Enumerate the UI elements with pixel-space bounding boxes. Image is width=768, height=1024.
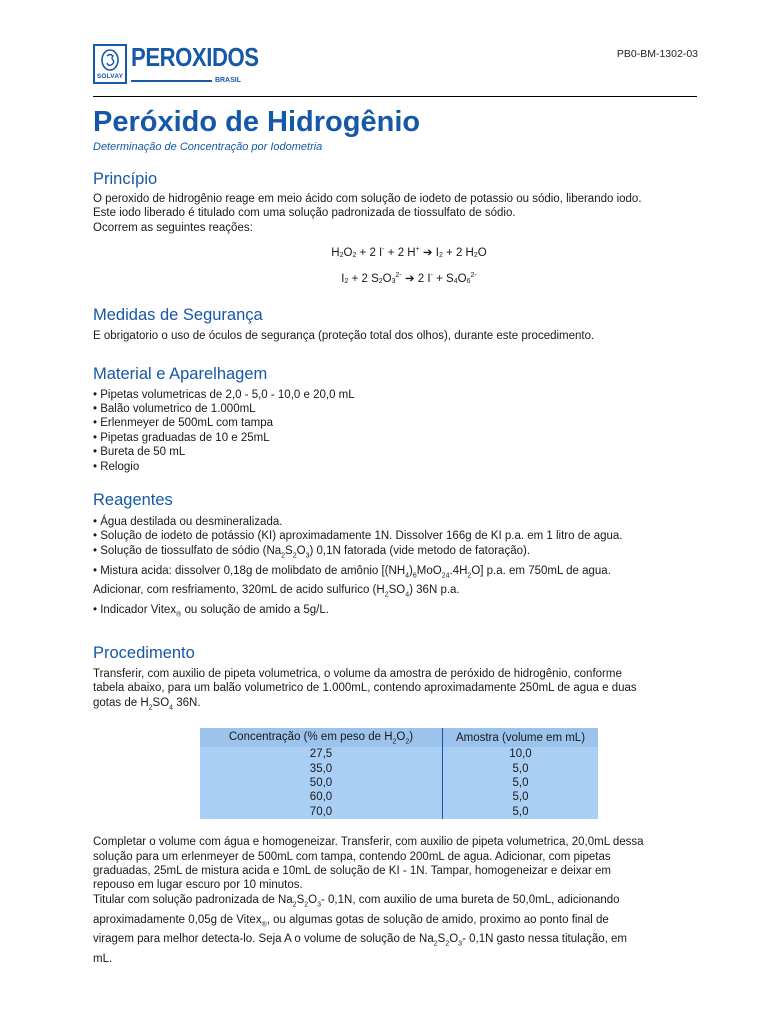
table-row: 35,0 5,0 [200,762,598,776]
solvay-lion-icon [98,48,122,72]
document-code: PB0-BM-1302-03 [616,48,698,60]
principio-line: Ocorrem as seguintes reações: [93,221,253,234]
list-item: • Indicador Vitex$_®$ ou solução de amido a 5g/L. [93,603,329,619]
table-row: 60,0 5,0 [200,790,598,804]
solvay-peroxidos-logo [93,44,281,84]
list-item: Adicionar, com resfriamento, 320mL de acido sulfurico $(H_2SO_4)$ 36N p.a. [93,584,460,599]
section-heading-seguranca: Medidas de Segurança [93,306,263,325]
list-item: • Solução de iodeto de potássio (KI) aproximadamente 1N. Dissolver 166g de KI p.a. em 1 litro de agua. [93,530,623,543]
column-header-amostra: Amostra (volume em mL) [443,728,599,747]
table-row: 50,0 5,0 [200,776,598,790]
list-item: • Água destilada ou desmineralizada. [93,516,283,529]
section-heading-principio: Princípio [93,170,158,188]
logo-divider [131,80,212,82]
reagentes-list [93,515,703,623]
list-item: • Relogio [93,460,140,473]
section-heading-procedimento: Procedimento [93,643,195,662]
procedimento-paragraph-2: Completar o volume com água e homogeneizar. Transferir, com auxilio de pipeta volumetrica, 20,0mL dessa solução para um erlenmeyer de 500mL com tampa, contendo 200mL de agua. Adicionar, com pipetas graduadas, 25mL de mistura acida e 10mL de solução de KI - 1N. Tampar, homogeneizar e deixar em repouso em lugar escuro por 10 minutos. [93,836,644,892]
section-heading-reagentes: Reagentes [93,491,173,510]
list-item: • Pipetas graduadas de 10 e 25mL [93,431,270,444]
procedimento-paragraph-3: Titular com solução padronizada de $Na_2S_2O_3-$ 0,1N, com auxilio de uma bureta de 50,0mL, adicionando aproximadamente 0,05g de Vitex$_®$, ou algumas gotas de solução de amido, proximo ao ponto final de viragem para melhor detecta-lo. Seja A o volume de solução de $Na_2S_2O_3-$ 0,1N gasto nessa titulação, em mL. [93,893,627,965]
page-subtitle: Determinação de Concentração por Iodometria [93,141,323,153]
principio-line: Este iodo liberado é titulado com uma solução padronizada de tiossulfato de sódio. [93,207,516,220]
principio-text [93,192,703,235]
procedimento-paragraph-1: Transferir, com auxilio de pipeta volumetrica, o volume da amostra de peróxido de hidrogênio, conforme tabela abaixo, para um balão volumetrico de 1.000mL, contendo aproximadamente 250mL de agua e duas gotas de $H_2SO_4$ 36N. [93,667,637,711]
table-row: 27,5 10,0 [200,747,598,761]
section-heading-material: Material e Aparelhagem [93,364,268,383]
logo-brand: PEROXIDOS [131,42,259,72]
column-header-concentracao: Concentração (% em peso de $H_2O_2$) [200,728,443,747]
seguranca-text: E obrigatorio o uso de óculos de segurança (proteção total dos olhos), durante este procedimento. [93,330,595,343]
reaction-equation-2: $I_2 + 2$ $S_2O_3^{2-}$ ➔ 2 $I^- + S_4O_6^{2-}$ [341,272,477,286]
list-item: • Mistura acida: dissolver 0,18g de molibdato de amônio $[(NH_4)_6MoO_{24}.4H_2O]$ p.a. em 750mL de agua. [93,564,611,579]
list-item: • Balão volumetrico de 1.000mL [93,403,256,416]
arrow-icon: ➔ [401,273,418,286]
logo-sub: BRASIL [214,77,241,84]
arrow-icon: ➔ [419,247,436,260]
document-body [93,104,703,966]
header-rule [93,96,697,97]
page-title: Peróxido de Hidrogênio [93,106,421,138]
reaction-equation-1: $H_2O_2 + 2$ I- + 2 H+ ➔ $I_2 + 2$ $H_2O$ [331,246,487,260]
list-item: • Erlenmeyer de 500mL com tampa [93,417,274,430]
logo-company: SOLVAY [96,73,124,80]
table-row: 70,0 5,0 [200,805,598,819]
list-item: • Solução de tiossulfato de sódio $(Na_2S_2O_3)$ 0,1N fatorada (vide metodo de fatoração). [93,544,531,560]
list-item: • Pipetas volumetricas de 2,0 - 5,0 - 10,0 e 20,0 mL [93,388,355,401]
principio-line: O peroxido de hidrogênio reage em meio ácido com solução de iodeto de potassio ou sódio, liberando iodo. [93,193,642,205]
solvay-emblem [93,44,127,84]
material-list [93,388,703,474]
sample-volume-table [200,728,598,819]
list-item: • Bureta de 50 mL [93,446,186,459]
